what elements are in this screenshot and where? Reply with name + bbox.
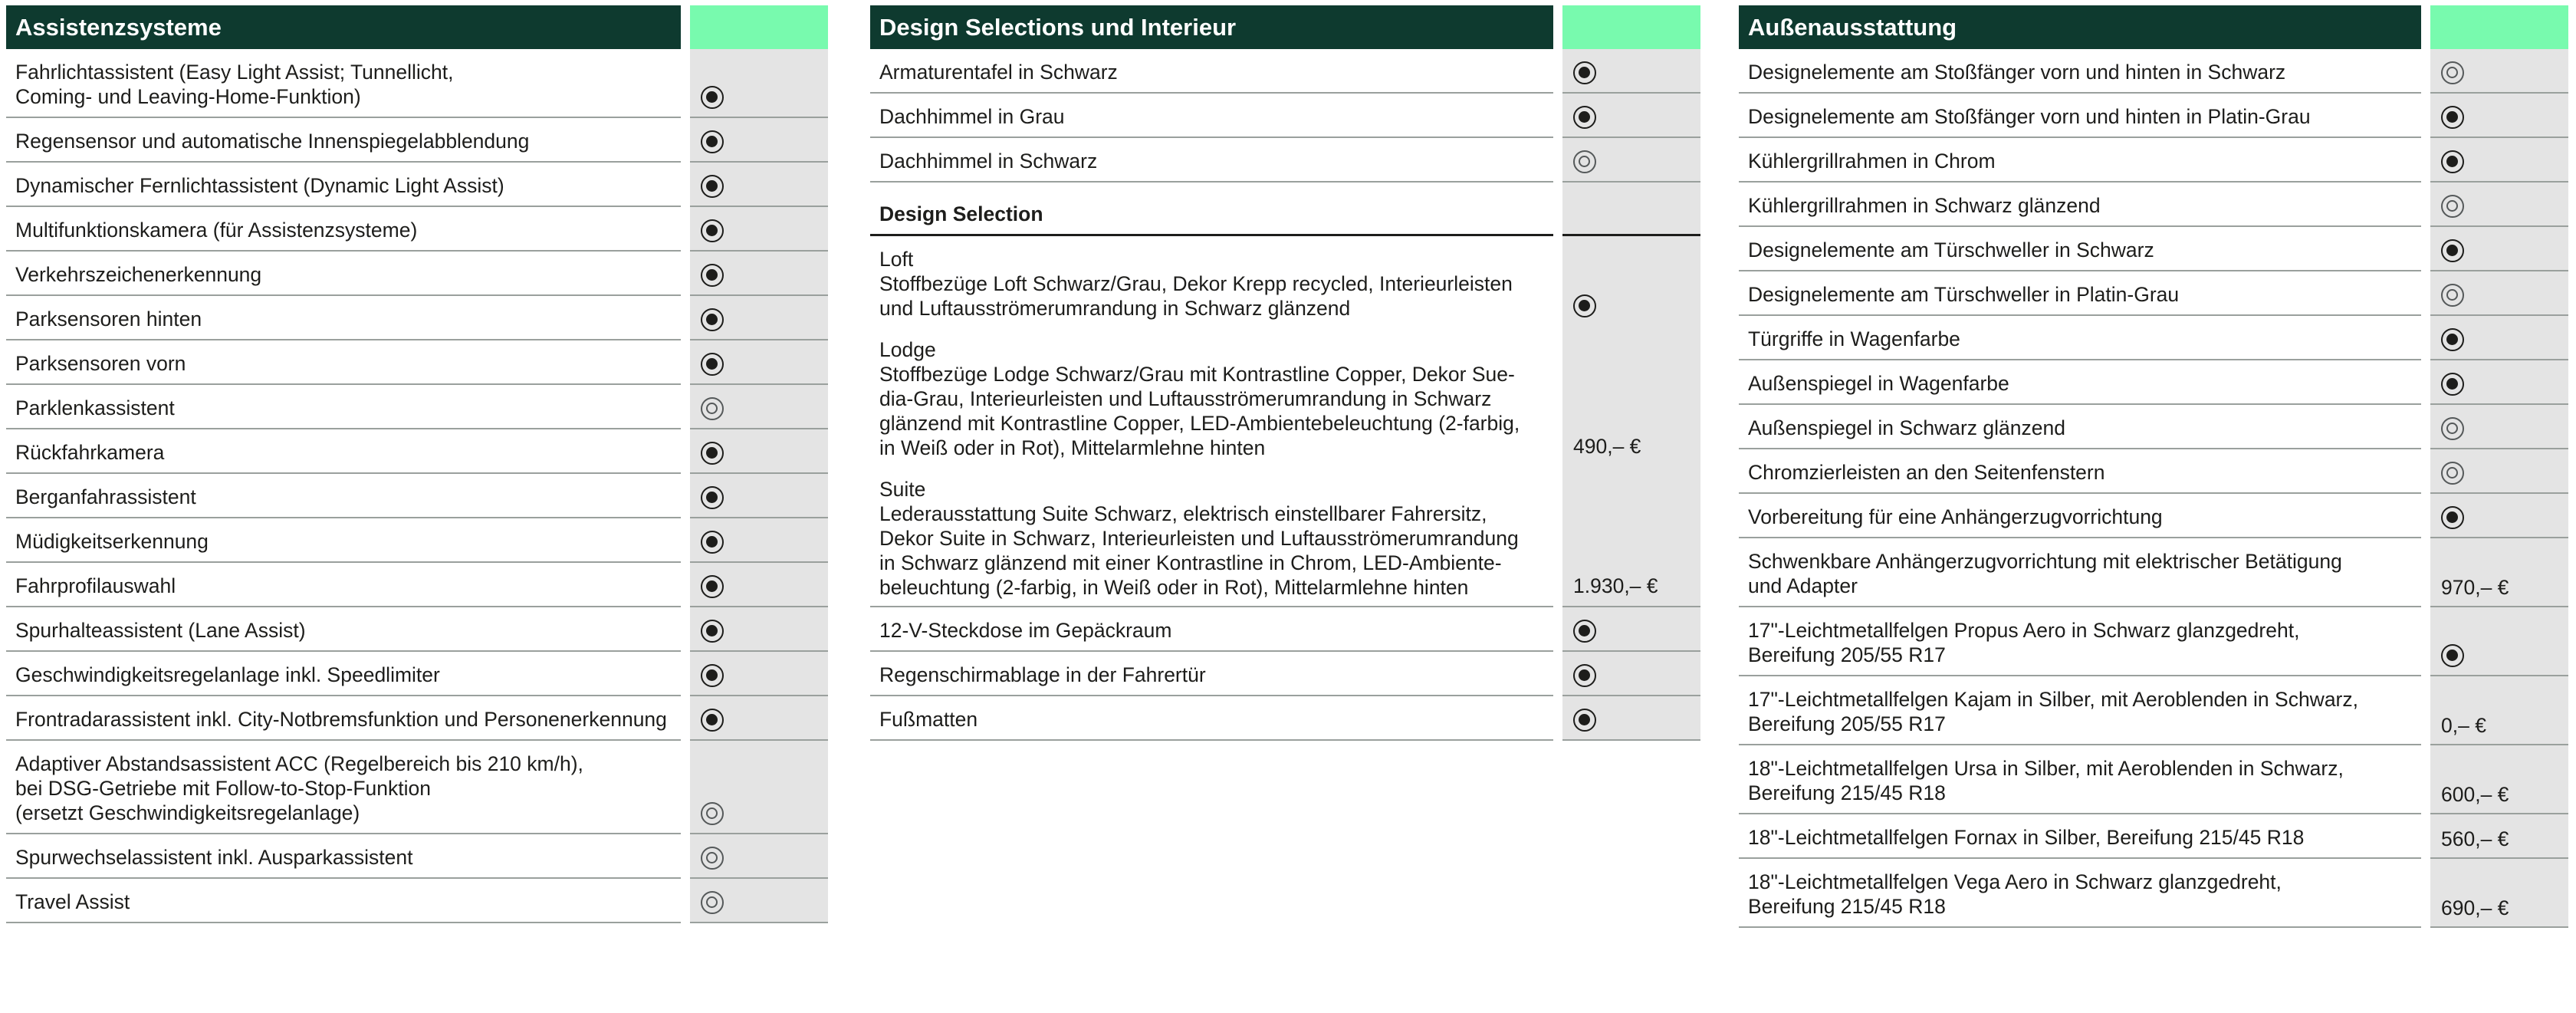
ring-circle-icon bbox=[701, 802, 724, 825]
table-row-value bbox=[690, 741, 828, 834]
design-item bbox=[879, 477, 1544, 600]
table-row-value bbox=[690, 49, 828, 118]
table-row-label: Rückfahrkamera bbox=[6, 429, 681, 474]
ring-circle-icon bbox=[701, 847, 724, 870]
table-row-value bbox=[2430, 745, 2568, 814]
table-row-label: Fahrlichtassistent (Easy Light Assist; Tunnellicht, Coming- und Leaving-Home-Funktion) bbox=[6, 49, 681, 118]
filled-circle-icon bbox=[1573, 709, 1596, 732]
filled-circle-icon bbox=[1573, 620, 1596, 643]
table-row-label: Regensensor und automatische Innenspiegelabblendung bbox=[6, 118, 681, 163]
table-row-label: Spurwechselassistent inkl. Ausparkassistent bbox=[6, 834, 681, 879]
filled-circle-icon bbox=[701, 353, 724, 376]
table-row-label: Parklenkassistent bbox=[6, 385, 681, 429]
ring-circle-icon bbox=[2441, 195, 2464, 218]
design-item-description: Lederausstattung Suite Schwarz, elektrisch einstellbarer Fahrersitz, Dekor Suite in Schwarz, Interieurleisten und Luftausströmerumrandung in Schwarz glänzend mit einer Kontrastline in Chrom, LED-Ambiente- beleuchtung (2-farbig, in Weiß oder in Rot), Mittelarmlehne hinten bbox=[879, 502, 1519, 599]
filled-circle-icon bbox=[701, 709, 724, 732]
table-row-label: Dynamischer Fernlichtassistent (Dynamic Light Assist) bbox=[6, 163, 681, 207]
table-row-value bbox=[1562, 652, 1700, 696]
design-item-value bbox=[1573, 294, 1596, 324]
table-row-value bbox=[2430, 183, 2568, 227]
table-row-value bbox=[2430, 94, 2568, 138]
table-row-value bbox=[1562, 696, 1700, 741]
table-row-value bbox=[2430, 494, 2568, 538]
filled-circle-icon bbox=[701, 308, 724, 331]
table-row-label: Multifunktionskamera (für Assistenzsysteme) bbox=[6, 207, 681, 252]
design-selection-heading-value bbox=[1562, 183, 1700, 236]
table-row-label: Kühlergrillrahmen in Chrom bbox=[1739, 138, 2421, 183]
table-row-value bbox=[2430, 360, 2568, 405]
design-selection-list bbox=[870, 236, 1553, 607]
filled-circle-icon bbox=[1573, 61, 1596, 84]
table-row-value bbox=[690, 207, 828, 252]
table-row-label: Dachhimmel in Schwarz bbox=[870, 138, 1553, 183]
price: 490,– € bbox=[1573, 435, 1641, 458]
table-row-value bbox=[2430, 859, 2568, 928]
table-row-label: Parksensoren hinten bbox=[6, 296, 681, 340]
table-row-value bbox=[1562, 607, 1700, 652]
filled-circle-icon bbox=[701, 442, 724, 465]
design-item-name: Suite bbox=[879, 478, 926, 501]
table-row-label: Verkehrszeichenerkennung bbox=[6, 252, 681, 296]
table-row-label: Dachhimmel in Grau bbox=[870, 94, 1553, 138]
table-row-value bbox=[690, 518, 828, 563]
table-row-value bbox=[1562, 138, 1700, 183]
filled-circle-icon bbox=[701, 620, 724, 643]
filled-circle-icon bbox=[701, 664, 724, 687]
table-row-label: Vorbereitung für eine Anhängerzugvorrichtung bbox=[1739, 494, 2421, 538]
table-row-label: 18"-Leichtmetallfelgen Vega Aero in Schwarz glanzgedreht, Bereifung 215/45 R18 bbox=[1739, 859, 2421, 928]
table-row-value bbox=[2430, 405, 2568, 449]
aussenausstattung-table bbox=[1739, 5, 2568, 928]
table-row-value bbox=[690, 118, 828, 163]
table-row-label: Designelemente am Stoßfänger vorn und hinten in Schwarz bbox=[1739, 49, 2421, 94]
design-item-value bbox=[1573, 574, 1658, 598]
filled-circle-icon bbox=[701, 175, 724, 198]
table-row-value bbox=[2430, 449, 2568, 494]
table-row-value bbox=[2430, 49, 2568, 94]
ring-circle-icon bbox=[2441, 61, 2464, 84]
table-row-value bbox=[2430, 271, 2568, 316]
table-row-value bbox=[1562, 94, 1700, 138]
table-row-value bbox=[690, 834, 828, 879]
filled-circle-icon bbox=[2441, 239, 2464, 262]
ring-circle-icon bbox=[701, 891, 724, 914]
design-item-description: Stoffbezüge Lodge Schwarz/Grau mit Kontrastline Copper, Dekor Sue- dia-Grau, Interieurleisten und Luftausströmerumrandung in Schwarz glänzend mit Kontrastline Copper, LED-Ambientebeleuchtung (2-farbig, in Weiß oder in Rot), Mittelarmlehne hinten bbox=[879, 363, 1520, 459]
table-row-label: Chromzierleisten an den Seitenfenstern bbox=[1739, 449, 2421, 494]
assistenzsysteme-table bbox=[6, 5, 828, 923]
table-row-value bbox=[690, 252, 828, 296]
table-row-value bbox=[690, 340, 828, 385]
price: 970,– € bbox=[2441, 576, 2509, 599]
table-row-label: Designelemente am Türschweller in Platin-Grau bbox=[1739, 271, 2421, 316]
section-title: Assistenzsysteme bbox=[6, 5, 681, 49]
ring-circle-icon bbox=[2441, 417, 2464, 440]
filled-circle-icon bbox=[2441, 373, 2464, 396]
design-item-name: Lodge bbox=[879, 338, 936, 361]
table-row-label: Außenspiegel in Wagenfarbe bbox=[1739, 360, 2421, 405]
table-row-label: Schwenkbare Anhängerzugvorrichtung mit elektrischer Betätigung und Adapter bbox=[1739, 538, 2421, 607]
table-row-value bbox=[690, 879, 828, 923]
filled-circle-icon bbox=[1573, 294, 1596, 317]
ring-circle-icon bbox=[701, 397, 724, 420]
section-title: Design Selections und Interieur bbox=[870, 5, 1553, 49]
ring-circle-icon bbox=[2441, 284, 2464, 307]
filled-circle-icon bbox=[2441, 106, 2464, 129]
table-row-label: 18"-Leichtmetallfelgen Fornax in Silber, Bereifung 215/45 R18 bbox=[1739, 814, 2421, 859]
filled-circle-icon bbox=[701, 264, 724, 287]
table-row-value bbox=[690, 607, 828, 652]
ring-circle-icon bbox=[2441, 462, 2464, 485]
filled-circle-icon bbox=[701, 130, 724, 153]
table-row-value bbox=[2430, 607, 2568, 676]
table-row-label: Geschwindigkeitsregelanlage inkl. Speedlimiter bbox=[6, 652, 681, 696]
table-row-label: Frontradarassistent inkl. City-Notbremsfunktion und Personenerkennung bbox=[6, 696, 681, 741]
table-row-value bbox=[2430, 138, 2568, 183]
header-swatch bbox=[2430, 5, 2568, 49]
table-row-value bbox=[690, 429, 828, 474]
filled-circle-icon bbox=[701, 486, 724, 509]
filled-circle-icon bbox=[701, 531, 724, 554]
design-item-name: Loft bbox=[879, 248, 914, 271]
table-row-label: 18"-Leichtmetallfelgen Ursa in Silber, mit Aeroblenden in Schwarz, Bereifung 215/45 R18 bbox=[1739, 745, 2421, 814]
table-row-label: Türgriffe in Wagenfarbe bbox=[1739, 316, 2421, 360]
table-row-label: Regenschirmablage in der Fahrertür bbox=[870, 652, 1553, 696]
table-row-label: Travel Assist bbox=[6, 879, 681, 923]
table-row-label: Adaptiver Abstandsassistent ACC (Regelbereich bis 210 km/h), bei DSG-Getriebe mit Follow-to-Stop-Funktion (ersetzt Geschwindigkeitsregelanlage) bbox=[6, 741, 681, 834]
design-selection-heading: Design Selection bbox=[870, 183, 1553, 236]
design-item bbox=[879, 247, 1544, 321]
table-row-label: Außenspiegel in Schwarz glänzend bbox=[1739, 405, 2421, 449]
ring-circle-icon bbox=[1573, 150, 1596, 173]
section-title: Außenausstattung bbox=[1739, 5, 2421, 49]
table-row-label: 17"-Leichtmetallfelgen Kajam in Silber, mit Aeroblenden in Schwarz, Bereifung 205/55 R17 bbox=[1739, 676, 2421, 745]
design-item-value bbox=[1573, 434, 1641, 459]
table-row-label: Kühlergrillrahmen in Schwarz glänzend bbox=[1739, 183, 2421, 227]
filled-circle-icon bbox=[1573, 664, 1596, 687]
design-interieur-table bbox=[870, 5, 1700, 741]
table-row-label: 12-V-Steckdose im Gepäckraum bbox=[870, 607, 1553, 652]
table-row-value bbox=[1562, 49, 1700, 94]
table-row-label: 17"-Leichtmetallfelgen Propus Aero in Schwarz glanzgedreht, Bereifung 205/55 R17 bbox=[1739, 607, 2421, 676]
filled-circle-icon bbox=[2441, 328, 2464, 351]
table-row-value bbox=[690, 652, 828, 696]
table-row-value bbox=[2430, 316, 2568, 360]
design-selection-values bbox=[1562, 236, 1700, 607]
table-row-label: Fußmatten bbox=[870, 696, 1553, 741]
filled-circle-icon bbox=[701, 575, 724, 598]
table-row-value bbox=[690, 163, 828, 207]
filled-circle-icon bbox=[1573, 106, 1596, 129]
table-row-label: Spurhalteassistent (Lane Assist) bbox=[6, 607, 681, 652]
filled-circle-icon bbox=[2441, 644, 2464, 667]
table-row-label: Müdigkeitserkennung bbox=[6, 518, 681, 563]
price: 600,– € bbox=[2441, 783, 2509, 806]
price: 560,– € bbox=[2441, 827, 2509, 850]
table-row-value bbox=[2430, 538, 2568, 607]
header-swatch bbox=[1562, 5, 1700, 49]
table-row-label: Designelemente am Türschweller in Schwarz bbox=[1739, 227, 2421, 271]
table-row-value bbox=[690, 696, 828, 741]
design-item-description: Stoffbezüge Loft Schwarz/Grau, Dekor Krepp recycled, Interieurleisten und Luftausströmerumrandung in Schwarz glänzend bbox=[879, 272, 1513, 320]
filled-circle-icon bbox=[2441, 150, 2464, 173]
design-item bbox=[879, 337, 1544, 460]
filled-circle-icon bbox=[701, 219, 724, 242]
table-row-label: Berganfahrassistent bbox=[6, 474, 681, 518]
table-row-value bbox=[690, 474, 828, 518]
table-row-label: Parksensoren vorn bbox=[6, 340, 681, 385]
table-row-value bbox=[2430, 227, 2568, 271]
table-row-label: Designelemente am Stoßfänger vorn und hinten in Platin-Grau bbox=[1739, 94, 2421, 138]
table-row-value bbox=[690, 296, 828, 340]
filled-circle-icon bbox=[701, 86, 724, 109]
table-row-value bbox=[2430, 676, 2568, 745]
table-row-value bbox=[690, 563, 828, 607]
table-row-value bbox=[690, 385, 828, 429]
price: 1.930,– € bbox=[1573, 574, 1658, 597]
price: 0,– € bbox=[2441, 714, 2486, 737]
table-row-value bbox=[2430, 814, 2568, 859]
filled-circle-icon bbox=[2441, 506, 2464, 529]
table-row-label: Armaturentafel in Schwarz bbox=[870, 49, 1553, 94]
price: 690,– € bbox=[2441, 896, 2509, 919]
table-row-label: Fahrprofilauswahl bbox=[6, 563, 681, 607]
header-swatch bbox=[690, 5, 828, 49]
